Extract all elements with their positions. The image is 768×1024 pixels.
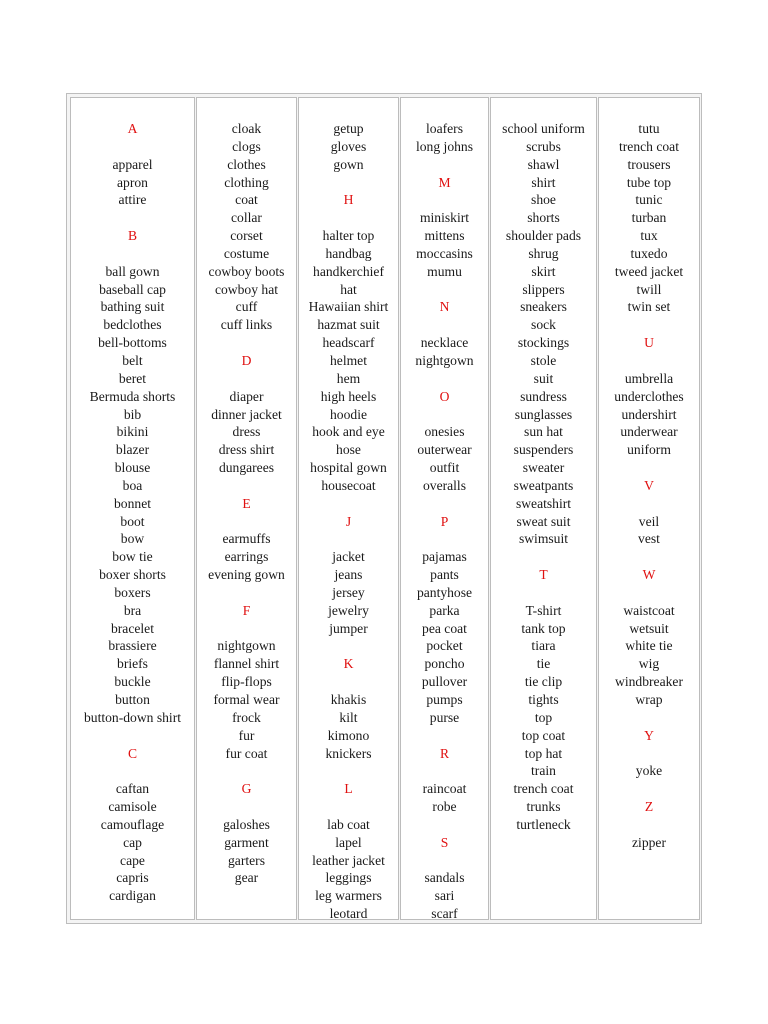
word-item: beret — [118, 370, 147, 386]
word-item: boot — [120, 513, 145, 529]
word-item: costume — [223, 245, 270, 261]
spacer — [401, 281, 488, 299]
word-item: lapel — [335, 834, 362, 850]
word-item: flip-flops — [221, 674, 272, 690]
word-item: caftan — [115, 781, 150, 797]
word-list-column-1 — [71, 120, 194, 905]
word-item: Hawaiian shirt — [308, 299, 389, 315]
word-item: vest — [638, 531, 660, 547]
word-item: turban — [631, 210, 667, 226]
word-item: swimsuit — [518, 531, 569, 547]
word-item: tiara — [531, 638, 556, 654]
spacer — [599, 709, 699, 727]
spacer — [599, 459, 699, 477]
word-item: scarf — [431, 906, 458, 920]
word-item: helmet — [330, 352, 367, 368]
word-item: skirt — [531, 263, 556, 279]
letter-heading: M — [438, 174, 451, 190]
word-item: jacket — [332, 549, 365, 565]
word-item: getup — [333, 121, 364, 136]
word-item: lab coat — [327, 816, 370, 832]
spacer — [401, 852, 488, 870]
word-item: earrings — [224, 549, 269, 565]
word-item: headscarf — [322, 335, 375, 351]
word-item: twill — [636, 281, 662, 297]
spacer — [599, 780, 699, 798]
word-item: dress shirt — [218, 442, 275, 458]
word-item: hazmat suit — [317, 317, 380, 333]
spacer — [71, 209, 194, 227]
letter-heading: U — [644, 335, 654, 351]
word-item: clogs — [232, 138, 261, 154]
letter-heading: Y — [644, 727, 654, 743]
word-list-column-3 — [299, 120, 398, 920]
spacer — [491, 548, 596, 566]
word-item: turtleneck — [516, 816, 571, 832]
word-item: underwear — [620, 424, 678, 440]
word-item: shoulder pads — [505, 228, 582, 244]
word-item: school uniform — [502, 121, 585, 136]
spacer — [491, 584, 596, 602]
word-item: blouse — [114, 460, 151, 476]
word-item: top — [534, 709, 553, 725]
letter-heading: S — [440, 834, 449, 850]
word-item: flannel shirt — [213, 656, 280, 672]
spacer — [299, 174, 398, 192]
word-item: tuxedo — [630, 245, 668, 261]
word-item: bathing suit — [100, 299, 165, 315]
word-item: umbrella — [624, 370, 674, 386]
word-item: sweater — [522, 460, 565, 476]
word-item: cowboy hat — [214, 281, 279, 297]
spacer — [599, 584, 699, 602]
word-item: gown — [333, 156, 364, 172]
word-item: attire — [118, 192, 147, 208]
letter-heading: W — [642, 567, 656, 583]
word-item: halter top — [322, 228, 375, 244]
word-item: dinner jacket — [211, 406, 282, 422]
letter-heading: C — [127, 745, 138, 761]
word-item: hem — [336, 370, 361, 386]
word-item: suit — [533, 370, 554, 386]
word-item: parka — [429, 602, 460, 618]
word-item: collar — [231, 210, 262, 226]
word-item: tutu — [638, 121, 660, 136]
word-item: evening gown — [208, 567, 285, 583]
word-item: bow — [120, 531, 145, 547]
word-item: top coat — [521, 727, 566, 743]
word-column-3 — [298, 97, 399, 920]
letter-heading: E — [242, 495, 251, 511]
word-item: garters — [228, 852, 265, 868]
spacer — [197, 762, 296, 780]
letter-heading: A — [127, 121, 138, 136]
word-item: stole — [530, 352, 557, 368]
word-item: purse — [429, 709, 460, 725]
spacer — [71, 245, 194, 263]
word-item: button — [115, 692, 150, 707]
word-item: boxer shorts — [99, 567, 166, 583]
word-item: boa — [122, 477, 143, 493]
letter-heading: L — [344, 781, 353, 797]
word-item: shoe — [531, 192, 556, 208]
word-item: bikini — [116, 424, 149, 440]
word-item: hoodie — [330, 406, 367, 422]
word-item: handkerchief — [313, 263, 384, 279]
word-column-2 — [196, 97, 297, 920]
word-item: sweat suit — [516, 513, 571, 529]
word-item: hose — [336, 442, 361, 458]
word-item: tank top — [521, 620, 566, 636]
word-item: suspenders — [513, 442, 574, 458]
spacer — [599, 316, 699, 334]
spacer — [599, 495, 699, 513]
word-item: Bermuda shorts — [89, 388, 176, 404]
word-item: undershirt — [621, 406, 677, 422]
spacer — [197, 584, 296, 602]
word-item: onesies — [424, 424, 465, 440]
word-item: tie clip — [524, 674, 563, 690]
word-list-column-2 — [197, 120, 296, 887]
word-item: trench coat — [513, 781, 574, 797]
letter-heading: Z — [644, 799, 654, 815]
word-item: poncho — [424, 656, 465, 672]
word-item: jersey — [332, 584, 365, 600]
word-item: jeans — [334, 567, 363, 583]
spacer — [299, 209, 398, 227]
letter-heading: G — [241, 781, 252, 797]
spacer — [401, 762, 488, 780]
word-item: cowboy boots — [208, 263, 285, 279]
spacer — [299, 495, 398, 513]
word-item: T-shirt — [525, 602, 562, 618]
word-item: mittens — [424, 228, 465, 244]
word-item: top hat — [524, 745, 563, 761]
word-item: galoshes — [223, 816, 270, 832]
word-item: baseball cap — [99, 281, 166, 297]
word-item: gloves — [330, 138, 367, 154]
spacer — [401, 495, 488, 513]
word-item: uniform — [627, 442, 671, 458]
letter-heading: H — [343, 192, 354, 208]
word-item: pants — [430, 567, 459, 583]
word-item: camouflage — [100, 816, 165, 832]
word-list-column-4 — [401, 120, 488, 920]
word-item: bib — [123, 406, 142, 422]
word-item: wrap — [635, 692, 663, 707]
clothing-word-list-table — [66, 93, 702, 924]
word-column-1 — [70, 97, 195, 920]
word-item: tights — [528, 692, 559, 707]
word-item: buckle — [114, 674, 151, 690]
word-item: shawl — [527, 156, 560, 172]
spacer — [197, 334, 296, 352]
word-item: sundress — [520, 388, 567, 404]
word-item: sweatshirt — [515, 495, 572, 511]
word-item: cape — [120, 852, 145, 868]
word-item: leotard — [329, 906, 368, 920]
spacer — [401, 727, 488, 745]
letter-heading: J — [345, 513, 352, 529]
letter-heading: V — [644, 477, 654, 493]
word-item: train — [531, 763, 556, 779]
word-item: trench coat — [618, 138, 679, 154]
word-item: white tie — [625, 638, 673, 654]
word-item: sun hat — [524, 424, 563, 440]
spacer — [71, 138, 194, 156]
word-item: cuff — [235, 299, 258, 315]
word-item: sunglasses — [514, 406, 573, 422]
spacer — [299, 673, 398, 691]
word-item: wig — [638, 656, 660, 672]
word-item: overalls — [422, 477, 467, 493]
word-list-column-5 — [491, 120, 596, 834]
spacer — [71, 762, 194, 780]
word-column-4 — [400, 97, 489, 920]
word-item: sneakers — [520, 299, 567, 315]
spacer — [299, 798, 398, 816]
word-item: pea coat — [422, 620, 467, 636]
word-item: high heels — [320, 388, 377, 404]
word-item: dungarees — [218, 460, 275, 476]
spacer — [71, 727, 194, 745]
word-column-6 — [598, 97, 700, 920]
word-item: cap — [123, 834, 142, 850]
word-item: blazer — [115, 442, 150, 458]
word-item: raincoat — [422, 781, 467, 797]
word-item: bra — [123, 602, 142, 618]
word-item: long johns — [415, 138, 474, 154]
word-item: outerwear — [417, 442, 472, 458]
word-item: stockings — [517, 335, 570, 351]
word-item: tube top — [626, 174, 672, 190]
word-item: brassiere — [108, 638, 157, 654]
word-item: trunks — [526, 799, 561, 815]
word-item: shirt — [531, 174, 556, 190]
word-item: ball gown — [105, 263, 160, 279]
word-item: gear — [234, 870, 259, 886]
word-item: bonnet — [114, 495, 151, 511]
spacer — [401, 816, 488, 834]
word-item: bell-bottoms — [98, 335, 167, 351]
spacer — [197, 477, 296, 495]
letter-heading: P — [440, 513, 449, 529]
word-item: nightgown — [415, 352, 474, 368]
word-item: shrug — [528, 245, 559, 261]
word-item: belt — [122, 352, 143, 368]
word-item: fur coat — [225, 745, 268, 761]
word-item: formal wear — [213, 692, 280, 707]
word-item: jumper — [329, 620, 368, 636]
word-item: nightgown — [217, 638, 276, 654]
word-item: miniskirt — [419, 210, 470, 226]
word-item: housecoat — [321, 477, 376, 493]
word-item: frock — [232, 709, 261, 725]
word-item: button-down shirt — [83, 709, 182, 725]
word-item: knickers — [325, 745, 372, 761]
spacer — [401, 530, 488, 548]
spacer — [599, 548, 699, 566]
word-item: sari — [434, 888, 455, 904]
word-item: bow tie — [112, 549, 153, 565]
word-item: veil — [638, 513, 660, 529]
word-list-column-6 — [599, 120, 699, 852]
word-item: pantyhose — [416, 584, 473, 600]
word-item: corset — [230, 228, 263, 244]
spacer — [197, 370, 296, 388]
spacer — [299, 530, 398, 548]
spacer — [401, 156, 488, 174]
letter-heading: B — [127, 228, 138, 244]
word-item: leg warmers — [315, 888, 382, 904]
word-item: fur — [238, 727, 255, 743]
word-item: scrubs — [526, 138, 561, 154]
word-item: sandals — [424, 870, 465, 886]
word-item: hospital gown — [310, 460, 387, 476]
letter-heading: N — [439, 299, 450, 315]
word-item: waistcoat — [623, 602, 675, 618]
word-item: sweatpants — [513, 477, 574, 493]
word-item: pajamas — [422, 549, 467, 565]
word-item: apparel — [112, 156, 153, 172]
word-item: capris — [116, 870, 149, 886]
word-item: moccasins — [416, 245, 473, 261]
word-item: kimono — [327, 727, 370, 743]
spacer — [401, 406, 488, 424]
spacer — [401, 191, 488, 209]
word-item: yoke — [635, 763, 663, 779]
word-item: khakis — [330, 692, 367, 707]
word-item: garment — [224, 834, 269, 850]
word-item: cuff links — [220, 317, 273, 333]
word-item: tunic — [635, 192, 663, 208]
word-item: tie — [536, 656, 551, 672]
word-item: leather jacket — [312, 852, 385, 868]
letter-heading: K — [343, 656, 354, 672]
word-item: wetsuit — [629, 620, 669, 636]
spacer — [197, 798, 296, 816]
word-item: shorts — [527, 210, 560, 226]
word-item: hat — [340, 281, 357, 297]
word-item: pocket — [426, 638, 463, 654]
spacer — [599, 352, 699, 370]
word-item: earmuffs — [222, 531, 271, 547]
word-item: slippers — [522, 281, 565, 297]
word-item: mumu — [427, 263, 462, 279]
spacer — [299, 637, 398, 655]
word-column-5 — [490, 97, 597, 920]
word-item: briefs — [117, 656, 148, 672]
word-item: pullover — [421, 674, 468, 690]
letter-heading: F — [242, 602, 251, 618]
letter-heading: D — [241, 352, 252, 368]
word-item: apron — [117, 174, 148, 190]
word-item: camisole — [108, 799, 157, 815]
spacer — [599, 745, 699, 763]
word-item: twin set — [627, 299, 671, 315]
word-item: clothes — [227, 156, 266, 172]
word-item: trousers — [627, 156, 671, 172]
word-item: jewelry — [328, 602, 369, 618]
word-item: underclothes — [614, 388, 684, 404]
spacer — [401, 316, 488, 334]
spacer — [197, 513, 296, 531]
spacer — [299, 762, 398, 780]
word-item: pumps — [426, 692, 463, 707]
word-item: tweed jacket — [614, 263, 684, 279]
word-item: tux — [640, 228, 658, 244]
word-item: windbreaker — [615, 674, 683, 690]
word-item: outfit — [429, 460, 460, 476]
word-item: coat — [235, 192, 258, 208]
letter-heading: T — [539, 567, 548, 583]
letter-heading: O — [439, 388, 450, 404]
word-item: clothing — [224, 174, 269, 190]
spacer — [197, 620, 296, 638]
letter-heading: R — [439, 745, 450, 761]
word-item: bracelet — [110, 620, 154, 636]
word-item: dress — [232, 424, 261, 440]
spacer — [599, 816, 699, 834]
word-item: robe — [432, 799, 457, 815]
word-item: sock — [531, 317, 556, 333]
spacer — [401, 370, 488, 388]
word-item: bedclothes — [103, 317, 162, 333]
word-item: boxers — [114, 584, 151, 600]
word-item: loafers — [426, 121, 463, 136]
word-item: diaper — [229, 388, 264, 404]
word-item: kilt — [339, 709, 358, 725]
word-item: handbag — [325, 245, 372, 261]
word-item: necklace — [420, 335, 469, 351]
word-item: hook and eye — [312, 424, 385, 440]
word-item: zipper — [632, 834, 666, 850]
word-item: cloak — [231, 121, 262, 136]
word-item: leggings — [325, 870, 372, 886]
word-item: cardigan — [109, 888, 156, 904]
